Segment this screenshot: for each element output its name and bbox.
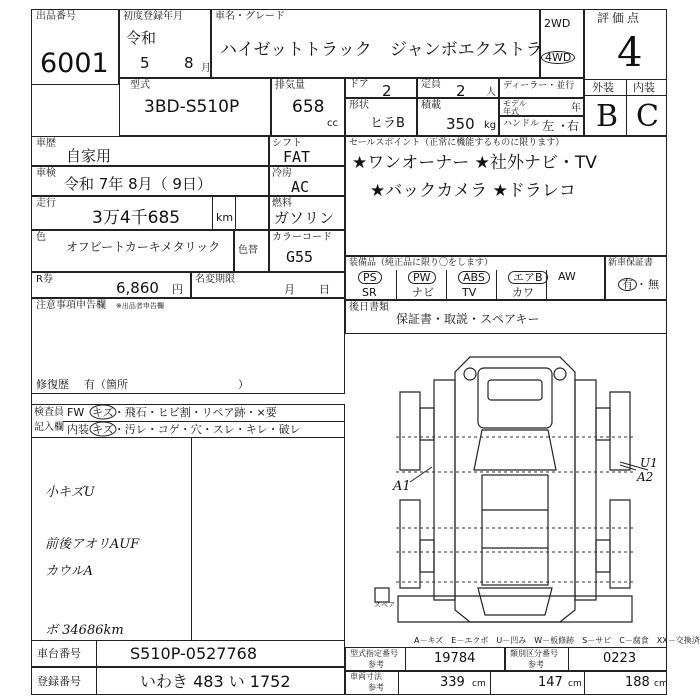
usage-value: 自家用 (66, 147, 112, 165)
inspector-row1-tag: FW (67, 406, 85, 419)
rating-interior: C (636, 99, 659, 134)
new-car-none: 無 (648, 278, 659, 291)
recycle-label: R券 (36, 274, 53, 285)
new-car-has: 有 (618, 278, 637, 291)
handwritten-note-2: 前後アオリAUF (45, 537, 140, 552)
handwritten-note-4: ボ 34686km (45, 623, 124, 638)
handwritten-note-1: 小キズU (45, 485, 95, 500)
equipment-item-top: PS (358, 271, 382, 284)
notes-label: 注意事項申告欄 (36, 300, 106, 311)
repair-value: 有（箇所 (84, 378, 128, 391)
name-change-label: 名変期限 (195, 274, 235, 285)
specified-value: 19784 (434, 651, 476, 666)
dims-divider (398, 671, 399, 695)
dims-width-unit: cm (568, 679, 582, 689)
rating-score: 4 (617, 30, 643, 76)
dims-height: 188 (625, 675, 650, 690)
capacity-label: 定員 (421, 79, 441, 90)
ac-label: 冷房 (272, 168, 292, 179)
handle-sep: ・ (557, 119, 570, 133)
handle-label: ハンドル (503, 119, 540, 129)
inspector-label2: 記入欄 (34, 422, 64, 433)
inspector-row2: キズ・汚レ・コゲ・穴・スレ・キレ・破レ (92, 423, 301, 436)
usage-label: 車歴 (36, 138, 56, 149)
registration-era: 令和 (126, 29, 157, 47)
drive-2wd: 2WD (544, 17, 571, 30)
inspector-label1: 検査員 (34, 407, 64, 418)
displacement-value: 658 (292, 97, 325, 117)
chassis-value: S510P-0527768 (130, 644, 258, 663)
model-year-label: モデル年式 (503, 99, 527, 116)
plate-value: いわき 483 い 1752 (140, 672, 291, 691)
category-value: 0223 (603, 651, 637, 666)
handle-left: 左 (542, 119, 555, 133)
sales-line1: ★ワンオーナー ★社外ナビ・TV (352, 153, 597, 173)
dealer-label: ディーラー・並行 (503, 81, 575, 91)
specified-label: 型式指定番号 (350, 649, 398, 658)
shape-value: ヒラB (370, 116, 405, 131)
notes-sub: ※出品者申告欄 (116, 302, 164, 310)
fuel-label: 燃料 (272, 198, 292, 209)
name-change-day: 日 (319, 283, 330, 296)
displacement-label: 排気量 (275, 80, 305, 91)
specified-sub: 参考 (368, 660, 384, 669)
ac-value: AC (291, 178, 310, 196)
shift-label: シフト (272, 138, 302, 149)
vehicle-grade: ジャンボエクストラ (390, 40, 543, 60)
load-unit: kg (484, 120, 497, 131)
equipment-item-top: AW (558, 270, 576, 283)
equipment-label: 装備品（純正品に限り〇をします） (349, 258, 494, 268)
registration-year: 5 (140, 54, 150, 72)
specified-divider (405, 647, 406, 671)
equipment-item-top: ABS (458, 271, 490, 284)
rating-label: 評価点 (597, 11, 643, 25)
equipment-item-bottom: SR (362, 286, 377, 299)
load-label: 積載 (421, 100, 441, 111)
model-year-unit: 年 (571, 103, 581, 114)
lot-number: 6001 (40, 48, 109, 79)
dims-divider-2 (490, 671, 491, 695)
doors-value: 2 (382, 82, 392, 100)
mileage-value: 3万4千685 (92, 208, 181, 228)
recycle-unit: 円 (172, 283, 183, 296)
dims-height-unit: cm (654, 679, 668, 689)
equipment-item-top: PW (408, 271, 436, 284)
registration-month: 8 (184, 54, 194, 72)
color-value: オフビートカーキメタリック (66, 240, 221, 254)
mileage-label: 走行 (36, 198, 56, 209)
diagram-legend: A－キズ E－エクボ U－凹み W－板修跡 S－サビ C－腐食 XX－交換済 (414, 636, 700, 645)
drive-4wd: 4WD (541, 51, 575, 64)
name-change-month: 月 (284, 283, 295, 296)
color-code-label: カラーコード (272, 232, 332, 243)
dims-length-unit: cm (472, 679, 486, 689)
sales-label: セールスポイント（正常に機能するものに限ります） (349, 138, 565, 148)
chassis-label: 車台番号 (37, 647, 81, 660)
dims-length: 339 (440, 675, 465, 690)
inspector-row2-tag: 内装 (67, 423, 89, 436)
spare-label: スペア (374, 601, 395, 609)
doors-label: ドア (349, 79, 369, 90)
model-value: 3BD-S510P (144, 97, 240, 117)
color-label: 色 (36, 232, 46, 243)
repair-close: ） (238, 378, 249, 391)
equipment-item-bottom: TV (462, 286, 477, 299)
extras-label: 後日書類 (349, 302, 389, 313)
registration-month-unit: 月 (201, 63, 211, 74)
color-code: G55 (286, 248, 314, 266)
vehicle-label: 車名・グレード (215, 11, 285, 22)
recycle-value: 6,860 (116, 279, 159, 297)
extras-value: 保証書・取説・スペアキー (396, 312, 540, 326)
dims-sub: 参考 (368, 683, 384, 692)
category-label: 類別区分番号 (510, 649, 558, 658)
inspector-row1: キズ・飛石・ヒビ割・リペア跡・×要 (92, 406, 277, 419)
load-value: 350 (446, 115, 475, 133)
handwritten-note-3: カウルA (45, 564, 93, 579)
vehicle-name: ハイゼットトラック (220, 40, 372, 60)
plate-label: 登録番号 (37, 675, 81, 688)
capacity-unit: 人 (486, 87, 496, 98)
lot-label: 出品番号 (36, 11, 76, 22)
damage-mark-right-1: U1 (640, 456, 658, 470)
dims-divider-3 (584, 671, 585, 695)
capacity-value: 2 (456, 82, 466, 100)
inspection-label: 車検 (36, 168, 56, 179)
rating-interior-label: 内装 (633, 81, 655, 94)
registration-label: 初度登録年月 (123, 11, 183, 22)
dims-label: 車両寸法 (350, 672, 382, 681)
damage-mark-left: A1 (393, 479, 411, 494)
new-car-label: 新車保証書 (608, 258, 654, 268)
category-sub: 参考 (528, 660, 544, 669)
repair-label: 修復歴 (36, 378, 69, 391)
repaint-label: 色替 (238, 245, 258, 256)
equipment-item-top: エアB (508, 271, 548, 284)
fuel-value: ガソリン (274, 209, 335, 227)
dims-width: 147 (538, 675, 563, 690)
damage-mark-right-2: A2 (637, 470, 654, 484)
rating-exterior-label: 外装 (592, 81, 614, 94)
inspection-value: 令和 7年 8月（ 9日） (64, 175, 212, 193)
sales-line2: ★バックカメラ ★ドラレコ (370, 181, 576, 201)
shift-value: FAT (283, 148, 311, 166)
dims-box (345, 671, 667, 695)
rating-exterior: B (596, 99, 619, 134)
new-car-sep: ・ (636, 278, 647, 291)
model-label: 型式 (130, 80, 150, 91)
displacement-unit: cc (327, 118, 338, 129)
shape-label: 形状 (349, 100, 369, 111)
mileage-unit: km (216, 211, 234, 224)
equipment-item-bottom: カワ (512, 286, 534, 299)
equipment-item-bottom: ナビ (412, 286, 434, 299)
handle-right: 右 (567, 119, 580, 133)
category-divider (568, 647, 569, 671)
